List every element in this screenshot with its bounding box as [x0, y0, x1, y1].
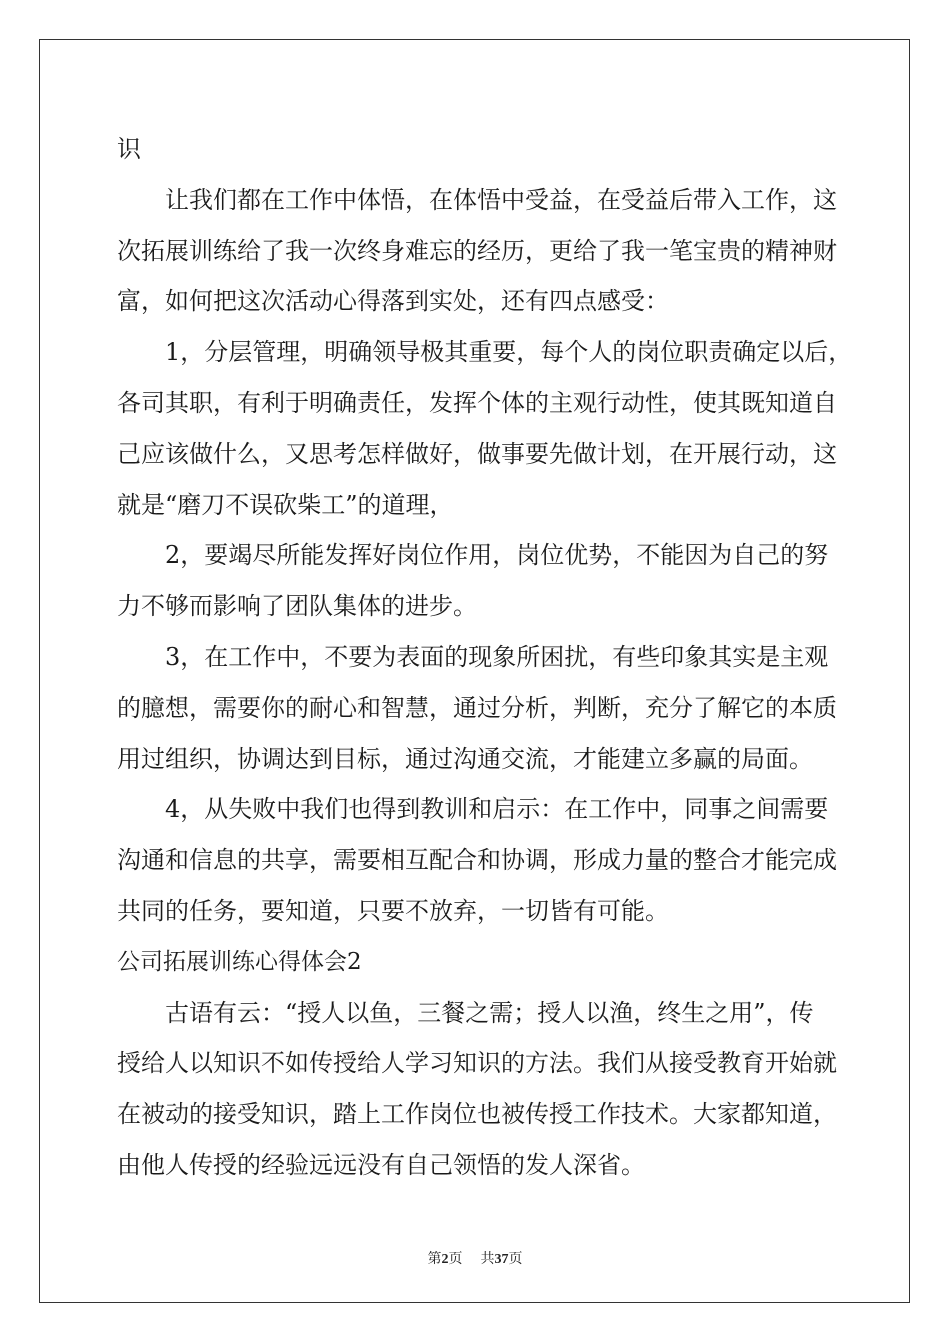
paragraph-start-line: 3，在工作中，不要为表面的现象所困扰，有些印象其实是主观	[165, 642, 829, 671]
text-line: 授给人以知识不如传授给人学习知识的方法。我们从接受教育开始就	[117, 1049, 837, 1078]
text-line: 在被动的接受知识，踏上工作岗位也被传授工作技术。大家都知道，	[117, 1100, 837, 1129]
page-prefix: 第	[427, 1251, 442, 1267]
paragraph-start-line: 2，要竭尽所能发挥好岗位作用，岗位优势，不能因为自己的努	[165, 541, 829, 570]
paragraph-start-line: 古语有云：“授人以鱼，三餐之需；授人以渔，终生之用”，传	[165, 998, 814, 1027]
paragraph-start-line: 让我们都在工作中体悟，在体悟中受益，在受益后带入工作，这	[165, 185, 837, 214]
paragraph-start-line: 1，分层管理，明确领导极其重要，每个人的岗位职责确定以后，	[165, 338, 853, 367]
text-line: 识	[117, 135, 141, 163]
section-heading: 公司拓展训练心得体会2	[117, 948, 362, 975]
text-line: 富，如何把这次活动心得落到实处，还有四点感受：	[117, 287, 669, 316]
page-footer	[0, 1248, 950, 1268]
text-line: 次拓展训练给了我一次终身难忘的经历，更给了我一笔宝贵的精神财	[117, 236, 837, 265]
page-suffix: 页	[448, 1251, 463, 1267]
total-pages: 37	[494, 1252, 509, 1267]
paragraph-start-line: 4，从失败中我们也得到教训和启示：在工作中，同事之间需要	[165, 795, 829, 824]
text-line: 己应该做什么，又思考怎样做好，做事要先做计划，在开展行动，这	[117, 439, 837, 468]
document-body	[117, 124, 853, 1191]
text-line: 由他人传授的经验远远没有自己领悟的发人深省。	[117, 1150, 645, 1179]
total-prefix: 共	[480, 1251, 495, 1267]
text-line: 就是“磨刀不误砍柴工”的道理，	[117, 490, 454, 519]
text-line: 的臆想，需要你的耐心和智慧，通过分析，判断，充分了解它的本质	[117, 693, 837, 722]
text-line: 共同的任务，要知道，只要不放弃，一切皆有可能。	[117, 896, 669, 925]
text-line: 力不够而影响了团队集体的进步。	[117, 592, 477, 621]
page-number: 2	[441, 1252, 449, 1267]
text-line: 沟通和信息的共享，需要相互配合和协调，形成力量的整合才能完成	[117, 846, 837, 875]
text-line: 用过组织，协调达到目标，通过沟通交流，才能建立多赢的局面。	[117, 744, 813, 773]
text-line: 各司其职，有利于明确责任，发挥个体的主观行动性，使其既知道自	[117, 388, 837, 417]
total-suffix: 页	[508, 1251, 523, 1267]
